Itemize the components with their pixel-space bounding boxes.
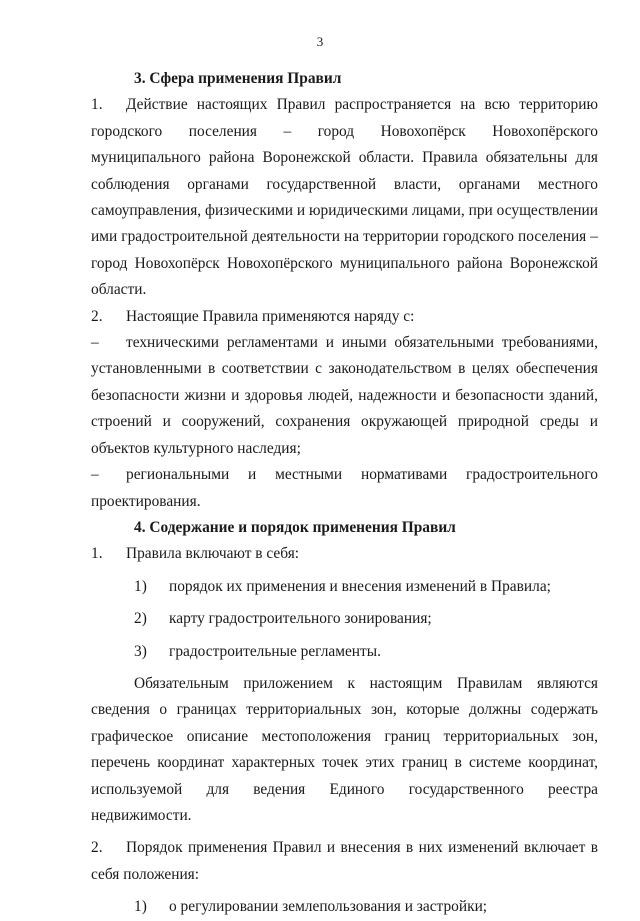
list-item-text: о регулировании землепользования и застройки; xyxy=(169,898,488,916)
section-3-paragraph-1 xyxy=(91,92,598,303)
dash-item-2 xyxy=(91,462,598,515)
list-item xyxy=(91,639,598,665)
paragraph-text: Настоящие Правила применяются наряду с: xyxy=(126,307,415,325)
dash-marker: – xyxy=(91,466,99,484)
list-item-text: порядок их применения и внесения изменений в Правила; xyxy=(169,577,551,595)
dash-item-1 xyxy=(91,330,598,462)
page-number: 3 xyxy=(316,34,324,49)
dash-item-text: техническими регламентами и иными обязательными требованиями, установленными в соответствии с законодательством в целях обеспечения безопасности жизни и здоровья людей, надежности и безопасности зданий, строений и сооружений, сохранения окружающей природной среды и объектов культурного наследия; xyxy=(91,334,598,457)
section-4-paragraph-2 xyxy=(91,835,598,888)
paragraph-number: 2. xyxy=(91,307,103,325)
paragraph-text: Действие настоящих Правил распространяется на всю территорию городского поселения – город Новохопёрск Новохопёрского муниципального района Воронежской области. Правила обязательны для соблюдения органами государственной власти, органами местного самоуправления, физическими и юридическими лицами, при осуществлении ими градостроительной деятельности на территории городского поселения – город Новохопёрск Новохопёрского муниципального района Воронежской области. xyxy=(91,96,598,299)
list-marker: 1) xyxy=(134,898,147,916)
list-item-text: градостроительные регламенты. xyxy=(169,642,381,660)
section-4-heading: 4. Содержание и порядок применения Правил xyxy=(134,518,456,536)
list-item-text: карту градостроительного зонирования; xyxy=(169,610,432,628)
list-marker: 3) xyxy=(134,642,147,660)
list-marker: 2) xyxy=(134,610,147,628)
dash-item-text: региональными и местными нормативами градостроительного проектирования. xyxy=(91,466,598,510)
list-marker: 1) xyxy=(134,577,147,595)
paragraph-number: 1. xyxy=(91,96,103,114)
paragraph-number: 2. xyxy=(91,839,103,857)
section-3-paragraph-2 xyxy=(91,304,598,330)
section-4-paragraph-1 xyxy=(91,541,598,567)
paragraph-text: Порядок применения Правил и внесения в них изменений включает в себя положения: xyxy=(91,839,598,883)
list-item xyxy=(91,894,598,920)
appendix-paragraph: Обязательным приложением к настоящим Правилам являются сведения о границах территориальных зон, которые должны содержать графическое описание местоположения границ территориальных зон, перечень координат характерных точек этих границ в системе координат, используемой для ведения Единого государственного реестра недвижимости. xyxy=(91,674,598,824)
list-item xyxy=(91,606,598,632)
dash-marker: – xyxy=(91,334,99,352)
section-3-heading: 3. Сфера применения Правил xyxy=(134,70,342,87)
paragraph-number: 1. xyxy=(91,545,103,563)
paragraph-text: Правила включают в себя: xyxy=(126,545,300,563)
document-body xyxy=(91,66,598,921)
list-item xyxy=(91,574,598,600)
